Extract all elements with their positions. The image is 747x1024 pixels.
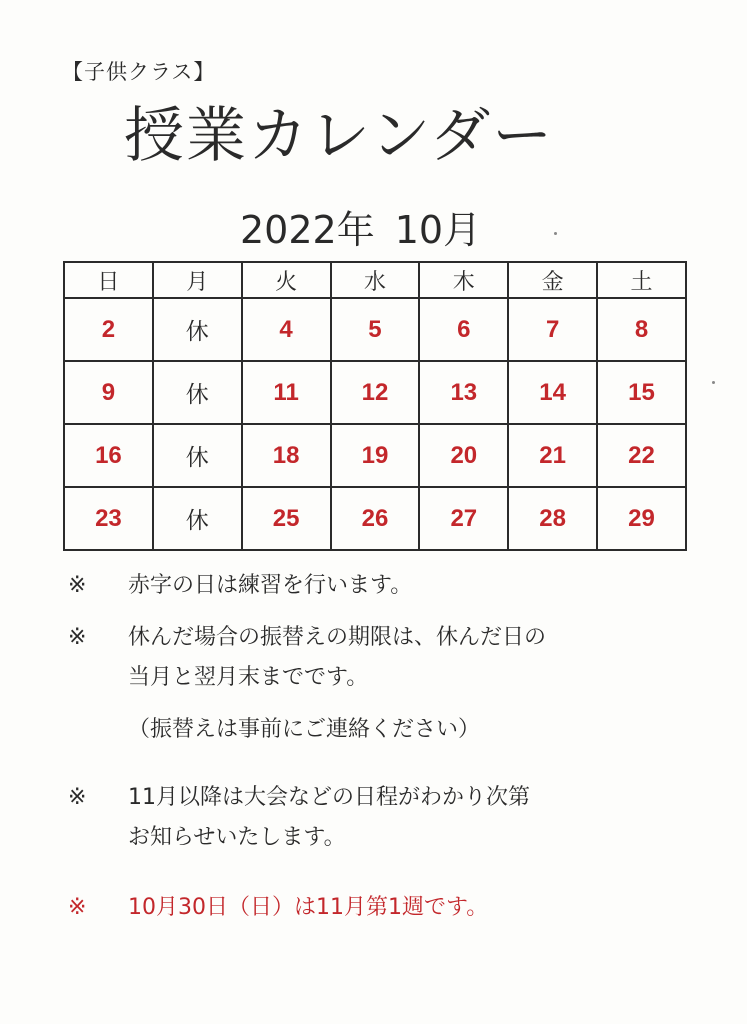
note-makeup-policy (68, 618, 546, 750)
week-row-4 (64, 487, 686, 550)
note-text: お知らせいたします。 (128, 825, 346, 850)
scan-speck (712, 381, 715, 384)
day-cell: 21 (508, 424, 597, 487)
weekday-mon: 月 (153, 262, 242, 298)
note-text: 11月以降は大会などの日程がわかり次第 (128, 785, 530, 810)
day-cell: 5 (331, 298, 420, 361)
note-schedule-update (68, 778, 530, 858)
day-cell: 18 (242, 424, 331, 487)
day-cell: 6 (419, 298, 508, 361)
day-cell: 11 (242, 361, 331, 424)
day-cell: 22 (597, 424, 686, 487)
day-cell: 27 (419, 487, 508, 550)
week-row-3 (64, 424, 686, 487)
weekday-tue: 火 (242, 262, 331, 298)
page-title: 授業カレンダー (124, 101, 555, 171)
note-practice-days (68, 566, 412, 606)
day-cell: 15 (597, 361, 686, 424)
year-label: 2022年 (240, 208, 375, 252)
closed-day-cell: 休 (153, 361, 242, 424)
class-label: 【子供クラス】 (62, 60, 216, 84)
day-cell: 9 (64, 361, 153, 424)
note-text: 10月30日（日）は11月第1週です。 (128, 895, 489, 920)
note-october-30 (68, 888, 488, 928)
note-text: 赤字の日は練習を行います。 (128, 573, 413, 598)
day-cell: 26 (331, 487, 420, 550)
day-cell: 29 (597, 487, 686, 550)
day-cell: 2 (64, 298, 153, 361)
day-cell: 25 (242, 487, 331, 550)
note-text: （振替えは事前にご連絡ください） (128, 717, 481, 742)
day-cell: 14 (508, 361, 597, 424)
day-cell: 4 (242, 298, 331, 361)
closed-day-cell: 休 (153, 298, 242, 361)
note-mark: ※ (68, 785, 87, 810)
week-row-1 (64, 298, 686, 361)
day-cell: 20 (419, 424, 508, 487)
calendar-table (63, 261, 687, 551)
note-mark: ※ (68, 895, 87, 920)
day-cell: 7 (508, 298, 597, 361)
weekday-sun: 日 (64, 262, 153, 298)
note-mark: ※ (68, 573, 87, 598)
day-cell: 13 (419, 361, 508, 424)
month-label: 10月 (394, 208, 482, 252)
weekday-thu: 木 (419, 262, 508, 298)
closed-day-cell: 休 (153, 424, 242, 487)
weekday-wed: 水 (331, 262, 420, 298)
weekday-sat: 土 (597, 262, 686, 298)
week-row-2 (64, 361, 686, 424)
day-cell: 12 (331, 361, 420, 424)
scan-speck (554, 232, 557, 235)
day-cell: 28 (508, 487, 597, 550)
day-cell: 23 (64, 487, 153, 550)
note-text: 休んだ場合の振替えの期限は、休んだ日の (128, 625, 547, 650)
closed-day-cell: 休 (153, 487, 242, 550)
weekday-header-row (64, 262, 686, 298)
day-cell: 16 (64, 424, 153, 487)
weekday-fri: 金 (508, 262, 597, 298)
note-text: 当月と翌月末までです。 (128, 665, 369, 690)
month-heading (240, 204, 481, 256)
note-mark: ※ (68, 625, 87, 650)
day-cell: 8 (597, 298, 686, 361)
day-cell: 19 (331, 424, 420, 487)
